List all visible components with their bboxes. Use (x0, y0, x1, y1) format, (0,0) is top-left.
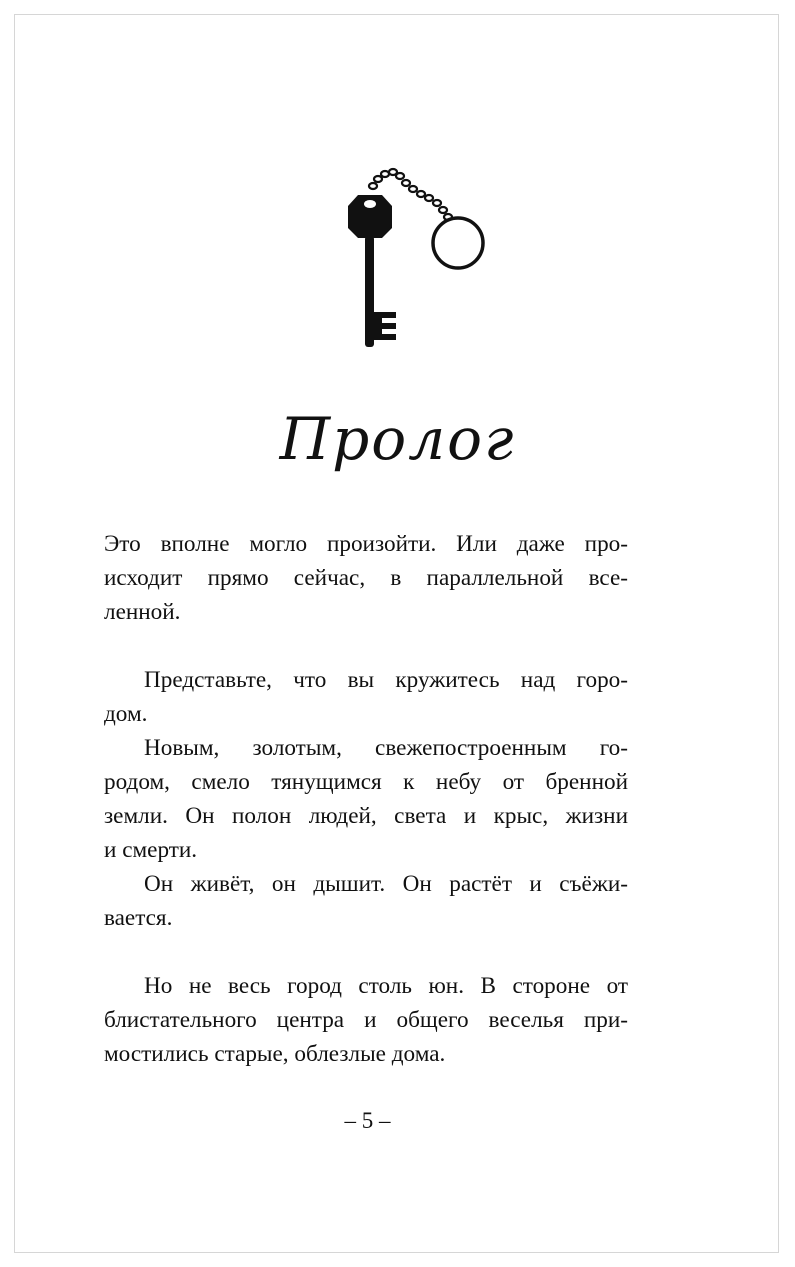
chapter-title: Пролог (279, 405, 516, 473)
paragraph-spacer (104, 935, 628, 969)
text-line: земли. Он полон людей, света и крыс, жизни (104, 803, 628, 829)
paragraph (104, 527, 628, 629)
paragraph (104, 731, 628, 867)
chapter-text (104, 527, 628, 1071)
paragraph (104, 663, 628, 731)
text-line: вается. (104, 905, 173, 931)
text-line: и смерти. (104, 837, 198, 863)
text-line: Новым, золотым, свежепостроенным го- (144, 735, 628, 761)
text-line: дом. (104, 701, 148, 727)
paragraph-spacer (104, 629, 628, 663)
text-line: блистательного центра и общего веселья при- (104, 1007, 628, 1033)
text-line: Но не весь город столь юн. В стороне от (144, 973, 628, 999)
paragraph (104, 867, 628, 935)
page-number: – 5 – (344, 1108, 391, 1133)
text-line: ленной. (104, 599, 181, 625)
text-line: исходит прямо сейчас, в параллельной все- (104, 565, 628, 591)
text-line: Он живёт, он дышит. Он растёт и съёжи- (144, 871, 628, 897)
key-with-chain-and-ring-icon (330, 160, 500, 355)
text-line: мостились старые, облезлые дома. (104, 1041, 446, 1067)
text-line: Представьте, что вы кружитесь над горо- (144, 667, 628, 693)
text-line: родом, смело тянущимся к небу от бренной (104, 769, 628, 795)
text-line: Это вполне могло произойти. Или даже про- (104, 531, 628, 557)
paragraph (104, 969, 628, 1071)
